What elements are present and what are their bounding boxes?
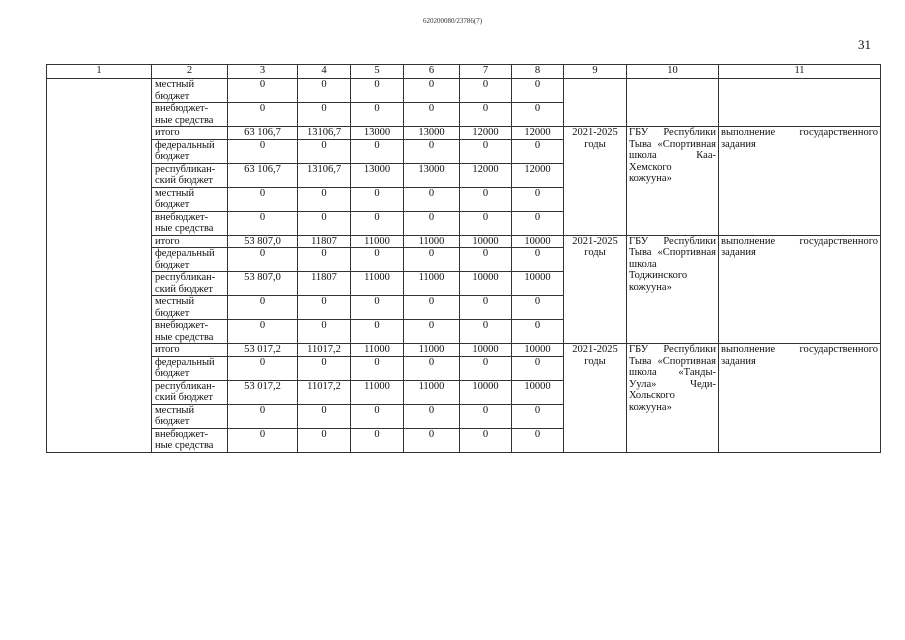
funding-source: внебюджет-ные средства <box>152 320 228 344</box>
amount-cell: 63 106,7 <box>228 163 298 187</box>
budget-table <box>46 64 881 453</box>
amount-cell: 0 <box>298 187 351 211</box>
amount-cell: 0 <box>351 320 404 344</box>
amount-cell: 12000 <box>460 163 512 187</box>
amount-cell: 0 <box>512 320 564 344</box>
amount-cell: 0 <box>298 296 351 320</box>
amount-cell: 0 <box>404 79 460 103</box>
amount-cell: 0 <box>512 103 564 127</box>
amount-cell: 0 <box>512 139 564 163</box>
funding-source: внебюджет-ные средства <box>152 211 228 235</box>
amount-cell: 0 <box>512 404 564 428</box>
funding-source: местный бюджет <box>152 79 228 103</box>
amount-cell: 0 <box>512 428 564 452</box>
amount-cell: 11000 <box>404 272 460 296</box>
amount-cell: 0 <box>460 296 512 320</box>
amount-cell: 12000 <box>512 163 564 187</box>
amount-cell: 0 <box>298 139 351 163</box>
amount-cell: 12000 <box>512 127 564 140</box>
amount-cell: 13000 <box>351 127 404 140</box>
period-cell: 2021-2025 годы <box>564 235 627 344</box>
amount-cell: 0 <box>351 296 404 320</box>
column-header: 9 <box>564 65 627 79</box>
amount-cell: 10000 <box>460 272 512 296</box>
amount-cell: 0 <box>460 187 512 211</box>
header-row <box>47 65 881 79</box>
column-header: 1 <box>47 65 152 79</box>
amount-cell: 0 <box>298 211 351 235</box>
amount-cell: 11000 <box>404 380 460 404</box>
column-header: 3 <box>228 65 298 79</box>
amount-cell: 0 <box>404 248 460 272</box>
funding-source: местный бюджет <box>152 187 228 211</box>
amount-cell: 0 <box>404 296 460 320</box>
document-id: 620200080/23786(7) <box>422 17 483 25</box>
amount-cell: 0 <box>228 248 298 272</box>
amount-cell: 0 <box>404 211 460 235</box>
amount-cell: 63 106,7 <box>228 127 298 140</box>
amount-cell: 10000 <box>460 344 512 357</box>
amount-cell: 13000 <box>404 127 460 140</box>
amount-cell: 0 <box>351 139 404 163</box>
amount-cell: 0 <box>298 79 351 103</box>
column-header: 10 <box>627 65 719 79</box>
amount-cell: 0 <box>298 404 351 428</box>
amount-cell: 11807 <box>298 235 351 248</box>
amount-cell: 0 <box>228 296 298 320</box>
amount-cell: 0 <box>404 187 460 211</box>
funding-source: итого <box>152 235 228 248</box>
amount-cell: 0 <box>298 103 351 127</box>
executor-cell <box>627 79 719 127</box>
amount-cell: 13000 <box>404 163 460 187</box>
amount-cell: 0 <box>228 187 298 211</box>
amount-cell: 0 <box>460 404 512 428</box>
amount-cell: 10000 <box>512 272 564 296</box>
amount-cell: 0 <box>404 320 460 344</box>
amount-cell: 0 <box>228 211 298 235</box>
amount-cell: 53 807,0 <box>228 235 298 248</box>
amount-cell: 0 <box>512 356 564 380</box>
amount-cell: 11807 <box>298 272 351 296</box>
amount-cell: 0 <box>351 211 404 235</box>
amount-cell: 11017,2 <box>298 380 351 404</box>
funding-source: республикан-ский бюджет <box>152 163 228 187</box>
amount-cell: 0 <box>351 356 404 380</box>
amount-cell: 53 017,2 <box>228 380 298 404</box>
funding-source: республикан-ский бюджет <box>152 380 228 404</box>
column-header: 4 <box>298 65 351 79</box>
amount-cell: 0 <box>351 248 404 272</box>
funding-source: федеральный бюджет <box>152 248 228 272</box>
amount-cell: 11000 <box>351 344 404 357</box>
amount-cell: 0 <box>404 103 460 127</box>
amount-cell: 0 <box>512 211 564 235</box>
result-cell: выполнение государственного задания <box>719 127 881 236</box>
amount-cell: 53 807,0 <box>228 272 298 296</box>
amount-cell: 0 <box>460 103 512 127</box>
executor-cell: ГБУ Республики Тыва «Спортивная школа «Танды-Уула» Чеди-Хольского кожууна» <box>627 344 719 453</box>
amount-cell: 0 <box>460 428 512 452</box>
amount-cell: 0 <box>228 356 298 380</box>
amount-cell: 10000 <box>512 380 564 404</box>
result-cell: выполнение государственного задания <box>719 235 881 344</box>
result-cell: выполнение государственного задания <box>719 344 881 453</box>
funding-source: внебюджет-ные средства <box>152 103 228 127</box>
amount-cell: 13106,7 <box>298 127 351 140</box>
funding-source: федеральный бюджет <box>152 356 228 380</box>
funding-source: местный бюджет <box>152 404 228 428</box>
funding-source: федеральный бюджет <box>152 139 228 163</box>
amount-cell: 53 017,2 <box>228 344 298 357</box>
amount-cell: 0 <box>512 79 564 103</box>
amount-cell: 0 <box>228 79 298 103</box>
table-row <box>47 79 881 103</box>
amount-cell: 0 <box>460 356 512 380</box>
amount-cell: 11000 <box>351 235 404 248</box>
executor-cell: ГБУ Республики Тыва «Спортивная школа Тоджинского кожууна» <box>627 235 719 344</box>
amount-cell: 0 <box>404 356 460 380</box>
funding-source: республикан-ский бюджет <box>152 272 228 296</box>
amount-cell: 11000 <box>404 344 460 357</box>
amount-cell: 11000 <box>351 272 404 296</box>
page-number: 31 <box>858 37 871 52</box>
column-header: 7 <box>460 65 512 79</box>
amount-cell: 0 <box>351 428 404 452</box>
amount-cell: 0 <box>512 296 564 320</box>
amount-cell: 0 <box>460 139 512 163</box>
amount-cell: 0 <box>460 248 512 272</box>
amount-cell: 13000 <box>351 163 404 187</box>
amount-cell: 0 <box>512 187 564 211</box>
amount-cell: 0 <box>228 139 298 163</box>
table-row <box>47 344 881 357</box>
executor-cell: ГБУ Республики Тыва «Спортивная школа Каа-Хемского кожууна» <box>627 127 719 236</box>
column-header: 6 <box>404 65 460 79</box>
amount-cell: 10000 <box>460 235 512 248</box>
funding-source: итого <box>152 344 228 357</box>
amount-cell: 0 <box>404 139 460 163</box>
amount-cell: 13106,7 <box>298 163 351 187</box>
period-cell <box>564 79 627 127</box>
amount-cell: 0 <box>298 356 351 380</box>
funding-source: местный бюджет <box>152 296 228 320</box>
amount-cell: 11000 <box>404 235 460 248</box>
amount-cell: 0 <box>460 211 512 235</box>
amount-cell: 0 <box>460 79 512 103</box>
amount-cell: 0 <box>351 187 404 211</box>
amount-cell: 0 <box>351 103 404 127</box>
amount-cell: 10000 <box>460 380 512 404</box>
amount-cell: 0 <box>404 404 460 428</box>
amount-cell: 11000 <box>351 380 404 404</box>
amount-cell: 10000 <box>512 235 564 248</box>
amount-cell: 0 <box>298 428 351 452</box>
amount-cell: 0 <box>351 79 404 103</box>
amount-cell: 0 <box>351 404 404 428</box>
column-header: 2 <box>152 65 228 79</box>
funding-source: внебюджет-ные средства <box>152 428 228 452</box>
amount-cell: 0 <box>228 320 298 344</box>
column-header: 8 <box>512 65 564 79</box>
amount-cell: 0 <box>298 320 351 344</box>
funding-source: итого <box>152 127 228 140</box>
period-cell: 2021-2025 годы <box>564 127 627 236</box>
amount-cell: 0 <box>512 248 564 272</box>
amount-cell: 0 <box>460 320 512 344</box>
result-cell <box>719 79 881 127</box>
amount-cell: 0 <box>228 428 298 452</box>
amount-cell: 0 <box>404 428 460 452</box>
column-header: 5 <box>351 65 404 79</box>
amount-cell: 0 <box>228 404 298 428</box>
period-cell: 2021-2025 годы <box>564 344 627 453</box>
amount-cell: 11017,2 <box>298 344 351 357</box>
amount-cell: 0 <box>298 248 351 272</box>
table-row <box>47 235 881 248</box>
amount-cell: 12000 <box>460 127 512 140</box>
amount-cell: 10000 <box>512 344 564 357</box>
amount-cell: 0 <box>228 103 298 127</box>
column-1-cell <box>47 79 152 453</box>
table-row <box>47 127 881 140</box>
column-header: 11 <box>719 65 881 79</box>
